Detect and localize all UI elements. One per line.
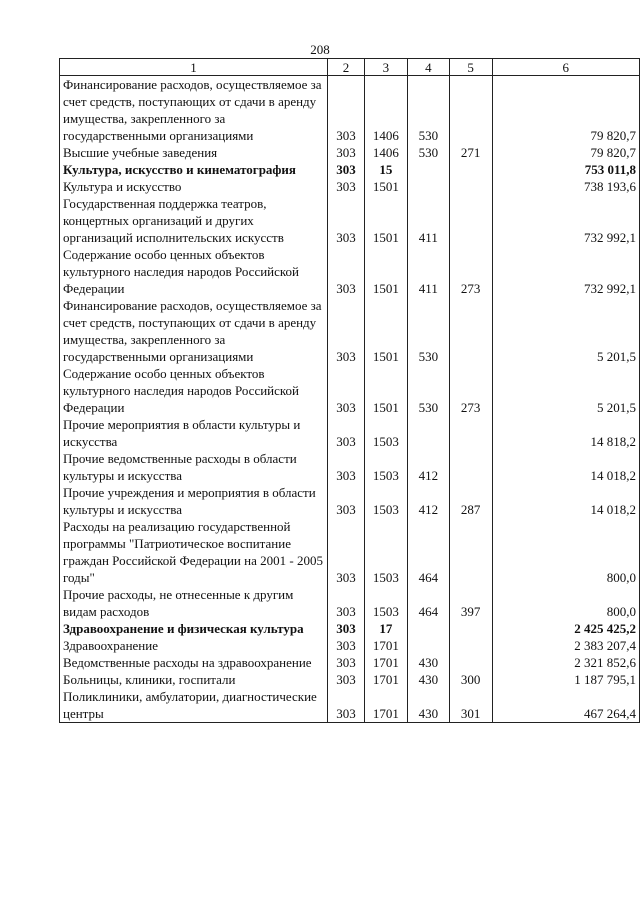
row-amount: 1 187 795,1 [492, 671, 639, 688]
row-section-code: 1503 [364, 586, 407, 620]
table-row [60, 450, 640, 484]
row-expense-type-code [449, 297, 492, 365]
row-expense-type-code [449, 76, 492, 145]
page-number: 208 [310, 42, 330, 57]
row-amount: 732 992,1 [492, 195, 639, 246]
row-section-code: 1406 [364, 144, 407, 161]
row-section-code: 1503 [364, 484, 407, 518]
row-amount: 753 011,8 [492, 161, 639, 178]
row-expense-type-code [449, 637, 492, 654]
row-amount: 738 193,6 [492, 178, 639, 195]
row-name: Высшие учебные заведения [60, 144, 328, 161]
row-target-code: 412 [407, 484, 449, 518]
row-name: Финансирование расходов, осуществляемое за счет средств, поступающих от сдачи в аренду имущества, закрепленного за государственными организациями [60, 297, 328, 365]
row-section-code: 17 [364, 620, 407, 637]
row-name: Прочие расходы, не отнесенные к другим видам расходов [60, 586, 328, 620]
row-name: Поликлиники, амбулатории, диагностические центры [60, 688, 328, 723]
row-section-code: 1501 [364, 195, 407, 246]
row-target-code: 530 [407, 144, 449, 161]
row-expense-type-code [449, 450, 492, 484]
row-amount: 14 818,2 [492, 416, 639, 450]
row-section-code: 1701 [364, 688, 407, 723]
row-name: Культура, искусство и кинематография [60, 161, 328, 178]
row-ministry-code: 303 [328, 620, 365, 637]
row-target-code [407, 637, 449, 654]
row-amount: 800,0 [492, 586, 639, 620]
header-col-5: 5 [449, 59, 492, 76]
table-row-section [60, 161, 640, 178]
table-row [60, 416, 640, 450]
header-col-1: 1 [60, 59, 328, 76]
row-expense-type-code [449, 416, 492, 450]
row-target-code: 430 [407, 671, 449, 688]
row-ministry-code: 303 [328, 195, 365, 246]
row-name: Расходы на реализацию государственной программы "Патриотическое воспитание граждан Российской Федерации на 2001 - 2005 годы" [60, 518, 328, 586]
row-target-code: 411 [407, 195, 449, 246]
row-target-code: 411 [407, 246, 449, 297]
row-section-code: 15 [364, 161, 407, 178]
row-expense-type-code: 397 [449, 586, 492, 620]
row-amount: 467 264,4 [492, 688, 639, 723]
table-row [60, 688, 640, 723]
row-section-code: 1501 [364, 365, 407, 416]
row-amount: 14 018,2 [492, 484, 639, 518]
table-row [60, 365, 640, 416]
row-ministry-code: 303 [328, 365, 365, 416]
row-expense-type-code [449, 654, 492, 671]
row-section-code: 1503 [364, 518, 407, 586]
row-ministry-code: 303 [328, 484, 365, 518]
row-name: Содержание особо ценных объектов культурного наследия народов Российской Федерации [60, 365, 328, 416]
table-row [60, 654, 640, 671]
table-row [60, 484, 640, 518]
row-amount: 5 201,5 [492, 297, 639, 365]
row-target-code [407, 416, 449, 450]
row-expense-type-code: 300 [449, 671, 492, 688]
row-amount: 2 321 852,6 [492, 654, 639, 671]
row-section-code: 1501 [364, 297, 407, 365]
row-ministry-code: 303 [328, 654, 365, 671]
row-expense-type-code [449, 620, 492, 637]
row-name: Прочие ведомственные расходы в области культуры и искусства [60, 450, 328, 484]
row-ministry-code: 303 [328, 144, 365, 161]
table-row [60, 178, 640, 195]
row-target-code: 430 [407, 654, 449, 671]
row-name: Прочие учреждения и мероприятия в области культуры и искусства [60, 484, 328, 518]
row-name: Культура и искусство [60, 178, 328, 195]
row-expense-type-code: 301 [449, 688, 492, 723]
table-row [60, 144, 640, 161]
row-ministry-code: 303 [328, 161, 365, 178]
row-ministry-code: 303 [328, 671, 365, 688]
row-amount: 732 992,1 [492, 246, 639, 297]
row-section-code: 1503 [364, 416, 407, 450]
header-col-6: 6 [492, 59, 639, 76]
row-target-code: 464 [407, 518, 449, 586]
row-expense-type-code [449, 195, 492, 246]
table-row [60, 637, 640, 654]
row-amount: 800,0 [492, 518, 639, 586]
row-ministry-code: 303 [328, 297, 365, 365]
row-target-code: 464 [407, 586, 449, 620]
row-amount: 2 383 207,4 [492, 637, 639, 654]
row-ministry-code: 303 [328, 76, 365, 145]
table-row [60, 671, 640, 688]
row-target-code [407, 620, 449, 637]
row-name: Содержание особо ценных объектов культурного наследия народов Российской Федерации [60, 246, 328, 297]
row-section-code: 1701 [364, 637, 407, 654]
row-name: Ведомственные расходы на здравоохранение [60, 654, 328, 671]
row-ministry-code: 303 [328, 246, 365, 297]
table-row [60, 195, 640, 246]
row-expense-type-code [449, 161, 492, 178]
row-expense-type-code: 273 [449, 246, 492, 297]
row-expense-type-code [449, 518, 492, 586]
table-row [60, 586, 640, 620]
header-col-2: 2 [328, 59, 365, 76]
row-ministry-code: 303 [328, 637, 365, 654]
row-ministry-code: 303 [328, 416, 365, 450]
row-section-code: 1501 [364, 246, 407, 297]
row-section-code: 1701 [364, 671, 407, 688]
row-name: Больницы, клиники, госпитали [60, 671, 328, 688]
row-expense-type-code: 287 [449, 484, 492, 518]
budget-table [59, 58, 640, 723]
row-target-code: 530 [407, 297, 449, 365]
row-section-code: 1503 [364, 450, 407, 484]
header-col-4: 4 [407, 59, 449, 76]
row-name: Здравоохранение и физическая культура [60, 620, 328, 637]
row-ministry-code: 303 [328, 586, 365, 620]
row-target-code [407, 161, 449, 178]
row-section-code: 1501 [364, 178, 407, 195]
row-section-code: 1701 [364, 654, 407, 671]
header-col-3: 3 [364, 59, 407, 76]
row-ministry-code: 303 [328, 450, 365, 484]
row-name: Финансирование расходов, осуществляемое за счет средств, поступающих от сдачи в аренду имущества, закрепленного за государственными организациями [60, 76, 328, 145]
row-expense-type-code [449, 178, 492, 195]
row-expense-type-code: 271 [449, 144, 492, 161]
table-row [60, 518, 640, 586]
row-target-code: 530 [407, 76, 449, 145]
row-target-code: 412 [407, 450, 449, 484]
row-name: Здравоохранение [60, 637, 328, 654]
row-target-code: 430 [407, 688, 449, 723]
row-name: Государственная поддержка театров, концертных организаций и других организаций исполнительских искусств [60, 195, 328, 246]
row-target-code: 530 [407, 365, 449, 416]
row-amount: 14 018,2 [492, 450, 639, 484]
row-target-code [407, 178, 449, 195]
row-expense-type-code: 273 [449, 365, 492, 416]
row-amount: 2 425 425,2 [492, 620, 639, 637]
header-row [60, 59, 640, 76]
row-ministry-code: 303 [328, 518, 365, 586]
row-ministry-code: 303 [328, 688, 365, 723]
row-section-code: 1406 [364, 76, 407, 145]
table-row [60, 76, 640, 145]
row-name: Прочие мероприятия в области культуры и искусства [60, 416, 328, 450]
row-amount: 79 820,7 [492, 144, 639, 161]
table-row-section [60, 620, 640, 637]
table-row [60, 297, 640, 365]
row-amount: 79 820,7 [492, 76, 639, 145]
row-ministry-code: 303 [328, 178, 365, 195]
table-row [60, 246, 640, 297]
row-amount: 5 201,5 [492, 365, 639, 416]
